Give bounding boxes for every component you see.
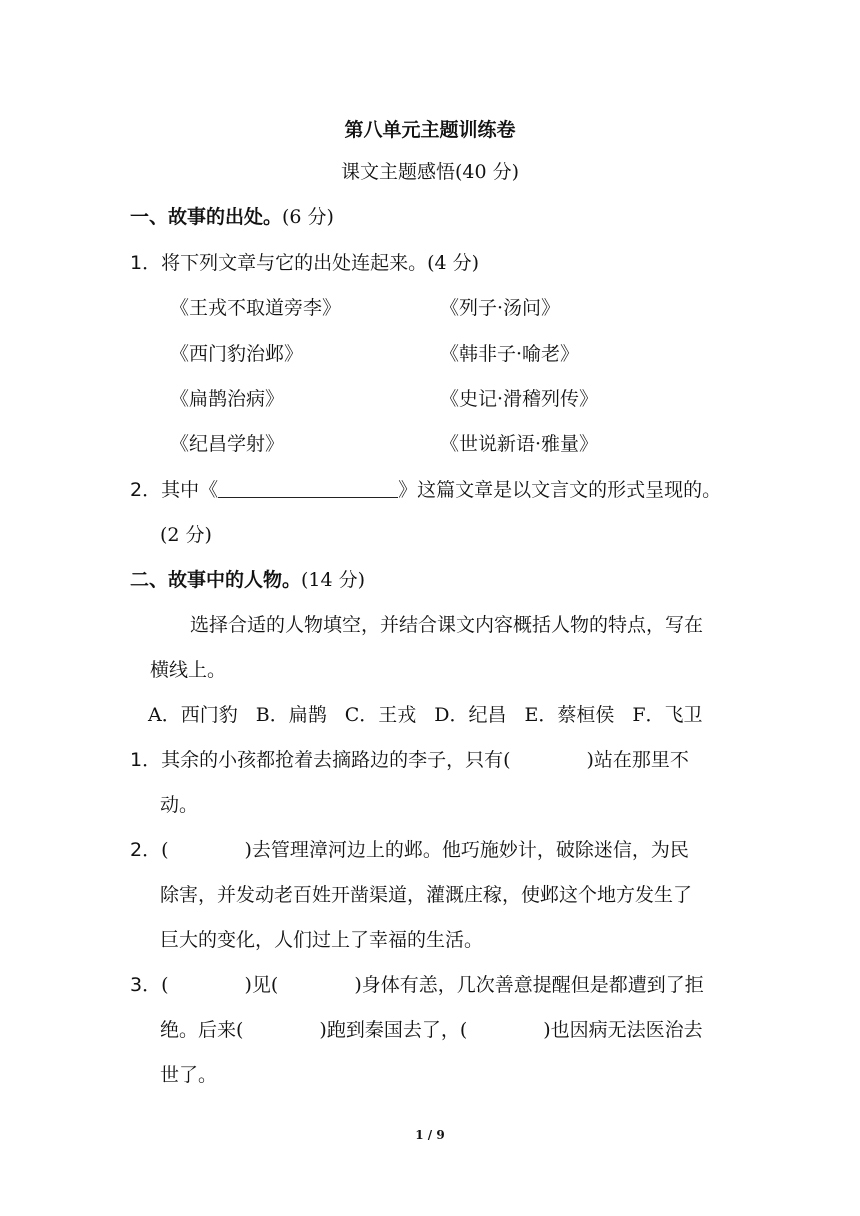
page-subtitle: 课文主题感悟(40 分) [340,161,520,183]
s2-instruction-line1: 选择合适的人物填空，并结合课文内容概括人物的特点，写在 [190,614,704,636]
left-item-4: 《纪昌学射》 [170,433,285,455]
s2-q3-number: 3． [130,974,162,996]
s1-q1-text: 将下列文章与它的出处连起来。(4 分) [161,252,480,274]
left-item-2: 《西门豹治邺》 [170,343,304,365]
section2-heading-score: (14 分) [301,569,366,591]
option-c: C．王戎 [344,704,417,726]
right-item-1: 《列子·汤问》 [440,297,561,319]
right-item-2: 《韩非子·喻老》 [440,343,580,365]
s2-instruction-line2: 横线上。 [150,659,227,681]
s2-q1-number: 1． [130,749,162,771]
right-item-4: 《世说新语·雅量》 [440,433,599,455]
s1-q2-before: 其中《 [161,479,219,501]
s2-q3-line2: 绝。后来( )跑到秦国去了，( )也因病无法医治去 [160,1019,703,1041]
section2-heading [130,566,365,594]
s2-q2-number: 2． [130,839,162,861]
page-number: 1 / 9 [415,1128,445,1142]
options-row [148,701,703,729]
section2-heading-text: 二、故事中的人物。 [130,569,302,591]
s2-q2-line1: ( )去管理漳河边上的邺。他巧施妙计，破除迷信，为民 [161,839,689,861]
option-b: B．扁鹊 [255,704,327,726]
section1-heading-score: (6 分) [282,206,334,228]
page-title: 第八单元主题训练卷 [344,119,516,141]
option-d: D．纪昌 [434,704,507,726]
option-f: F．飞卫 [632,704,703,726]
s2-q1-line1: 其余的小孩都抢着去摘路边的李子，只有( )站在那里不 [161,749,689,771]
s2-q2-line3: 巨大的变化，人们过上了幸福的生活。 [160,929,484,951]
s1-q2-score: (2 分) [160,524,212,546]
s2-question-3 [130,971,704,999]
s2-q1-line2: 动。 [160,794,199,816]
s1-q2-after: 》这篇文章是以文言文的形式呈现的。 [398,479,722,501]
option-a: A．西门豹 [148,704,238,726]
left-item-3: 《扁鹊治病》 [170,388,285,410]
s2-q3-line1: ( )见( )身体有恙，几次善意提醒但是都遭到了拒 [161,974,704,996]
section1-heading [130,203,334,231]
s1-q2-number: 2． [130,479,162,501]
s2-question-2 [130,836,689,864]
right-item-3: 《史记·滑稽列传》 [440,388,599,410]
s1-question-1 [130,249,479,277]
s2-q2-line2: 除害，并发动老百姓开凿渠道，灌溉庄稼，使邺这个地方发生了 [160,884,693,906]
option-e: E．蔡桓侯 [524,704,615,726]
s2-question-1 [130,746,689,774]
s1-question-2 [130,476,721,504]
s1-q1-number: 1． [130,252,162,274]
answer-blank-line[interactable] [218,477,398,498]
section1-heading-text: 一、故事的出处。 [130,206,283,228]
left-item-1: 《王戎不取道旁李》 [170,297,342,319]
s2-q3-line3: 世了。 [160,1064,218,1086]
